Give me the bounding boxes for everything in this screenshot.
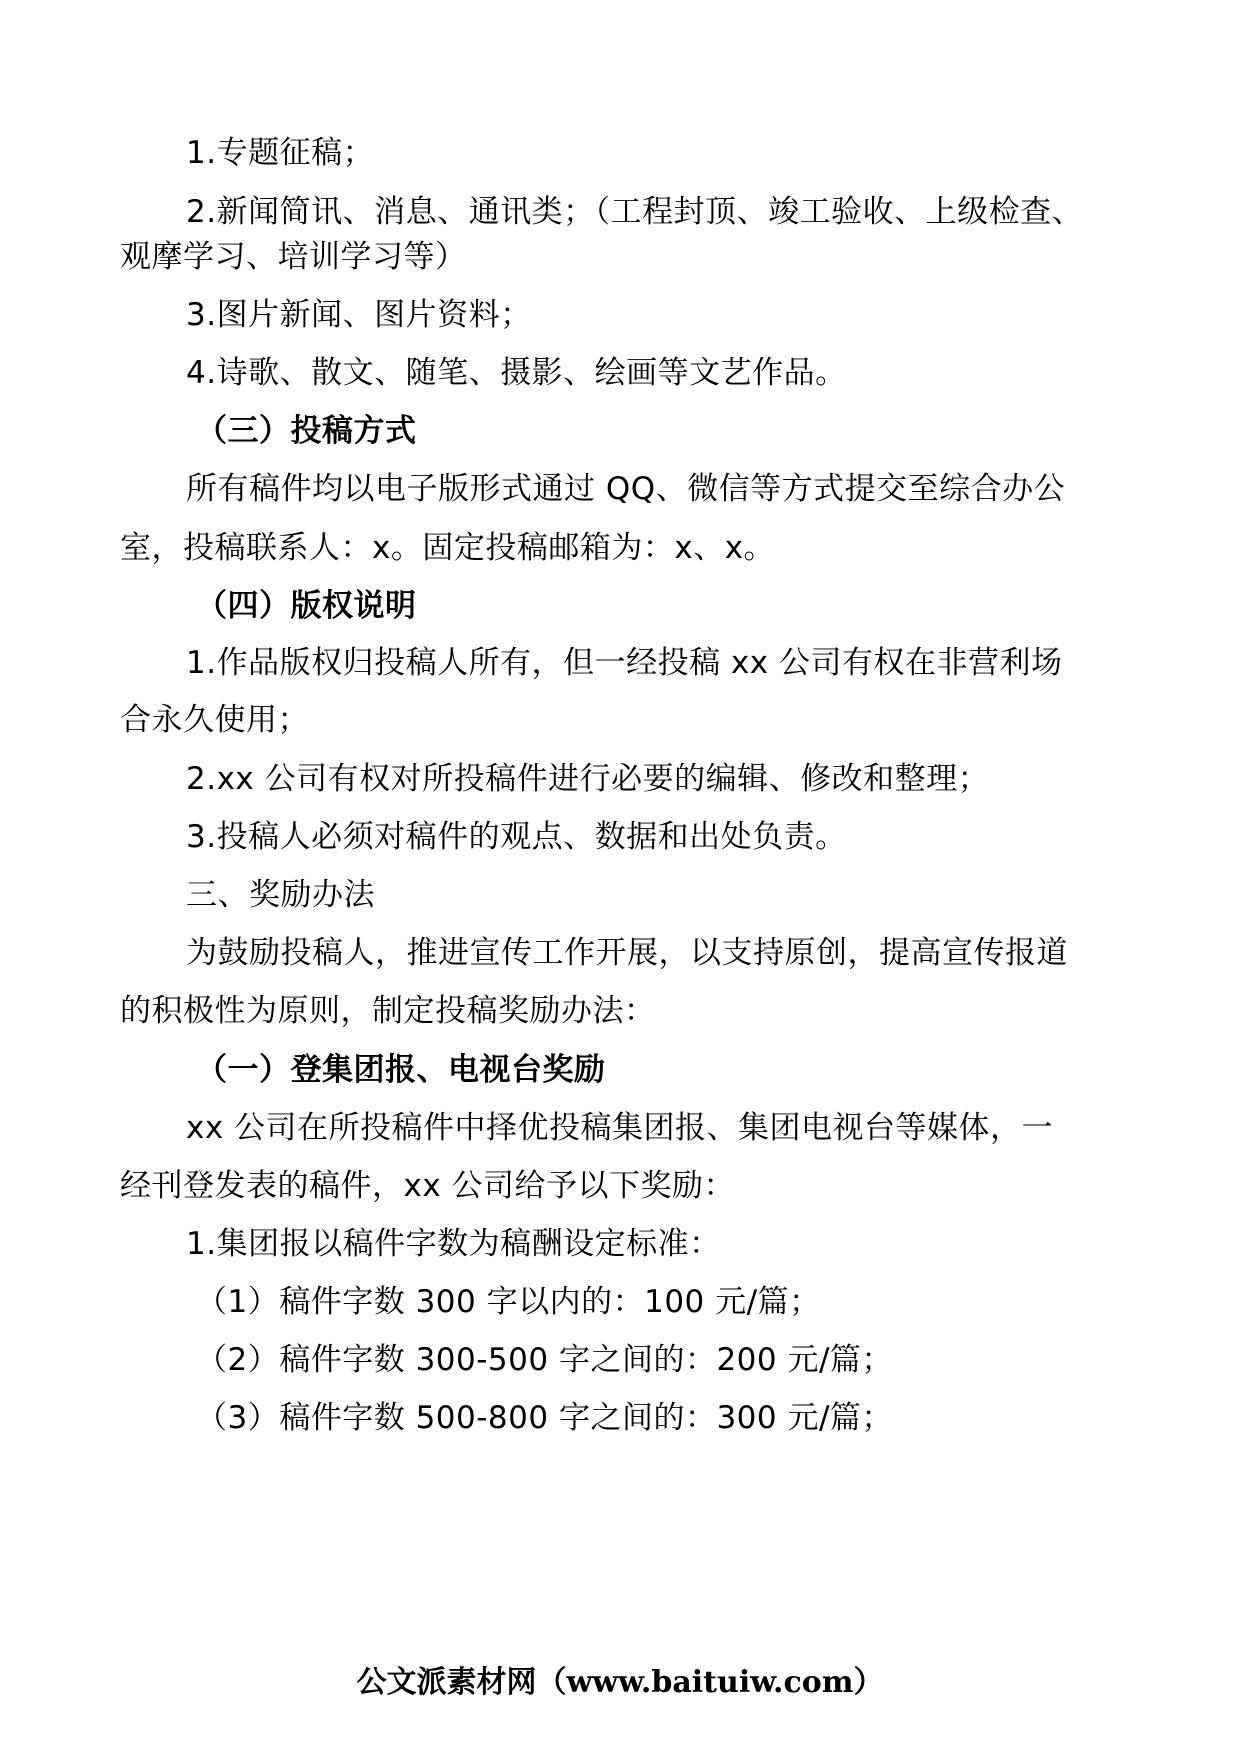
paragraph: 为鼓励投稿人，推进宣传工作开展，以支持原创，提高宣传报道	[186, 935, 1068, 971]
chapter-heading: 三、奖励办法	[186, 877, 375, 913]
paragraph: xx 公司在所投稿件中择优投稿集团报、集团电视台等媒体，一	[186, 1110, 1054, 1146]
section-heading: （三）投稿方式	[196, 413, 417, 449]
list-item: 2.xx 公司有权对所投稿件进行必要的编辑、修改和整理；	[186, 761, 990, 797]
list-item: 1.作品版权归投稿人所有，但一经投稿 xx 公司有权在非营利场	[186, 645, 1063, 681]
paragraph-continuation: 经刊登发表的稿件，xx 公司给予以下奖励：	[120, 1168, 736, 1204]
list-item: 2.新闻简讯、消息、通讯类；（工程封顶、竣工验收、上级检查、	[186, 194, 1084, 230]
list-item-continuation: 观摩学习、培训学习等）	[120, 239, 467, 275]
list-item: 4.诗歌、散文、随笔、摄影、绘画等文艺作品。	[186, 355, 847, 391]
list-item: 3.投稿人必须对稿件的观点、数据和出处负责。	[186, 819, 847, 855]
list-item: （1）稿件字数 300 字以内的：100 元/篇；	[196, 1284, 821, 1320]
list-item: 3.图片新闻、图片资料；	[186, 297, 532, 333]
paragraph-continuation: 的积极性为原则，制定投稿奖励办法：	[120, 993, 656, 1029]
footer-watermark: 公文派素材网（www.baituiw.com）	[356, 1665, 884, 1700]
section-heading: （四）版权说明	[196, 588, 417, 624]
paragraph: 所有稿件均以电子版形式通过 QQ、微信等方式提交至综合办公	[186, 471, 1066, 507]
list-item: 1.集团报以稿件字数为稿酬设定标准：	[186, 1226, 721, 1262]
list-item: （3）稿件字数 500-800 字之间的：300 元/篇；	[196, 1400, 893, 1436]
list-item: 1.专题征稿；	[186, 135, 375, 171]
paragraph-continuation: 室，投稿联系人：x。固定投稿邮箱为：x、x。	[120, 530, 776, 566]
list-item-continuation: 合永久使用；	[120, 702, 309, 738]
section-heading: （一）登集团报、电视台奖励	[196, 1052, 606, 1088]
list-item: （2）稿件字数 300-500 字之间的：200 元/篇；	[196, 1342, 893, 1378]
